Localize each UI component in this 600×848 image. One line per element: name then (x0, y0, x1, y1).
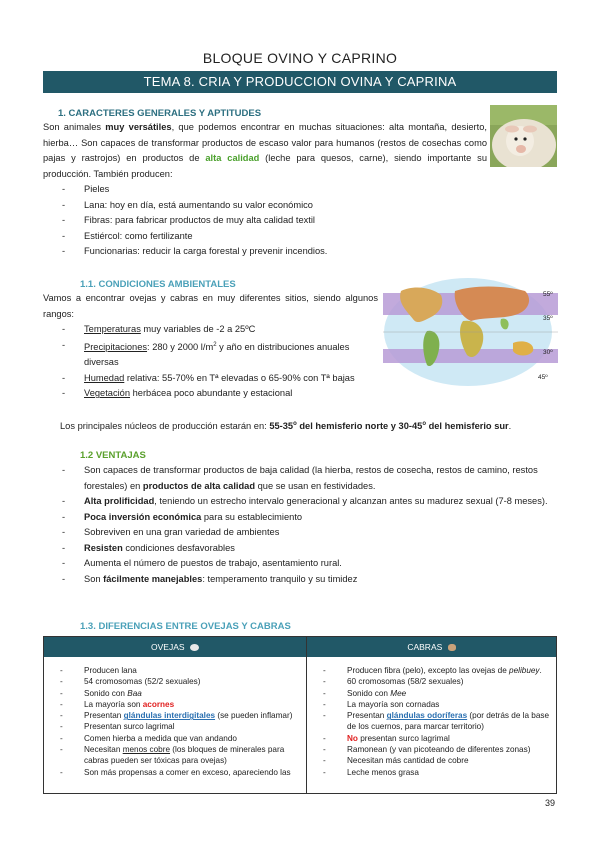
list-item: - Presentan glándulas odoríferas (por detrás de la base de los cuernos, para marcar territorio) (323, 711, 550, 732)
list-item: - Alta prolificidad, teniendo un estrecho intervalo generacional y alcanzan antes su madurez sexual (7-8 meses). (62, 496, 548, 506)
section11-list (62, 322, 382, 402)
list-item: - La mayoría son cornadas (323, 699, 440, 709)
tema-title-bar: TEMA 8. CRIA Y PRODUCCION OVINA Y CAPRINA (43, 71, 557, 93)
list-item: - Funcionarias: reducir la carga forestal y prevenir incendios. (62, 246, 328, 256)
sheep-photo (490, 105, 557, 167)
nucleos-paragraph: Los principales núcleos de producción estarán en: 55-35$^o$ del hemisferio norte y 30-45$^o$ del hemisferio sur. (60, 421, 512, 432)
block-title: BLOQUE OVINO Y CAPRINO (202, 50, 398, 66)
map-label-35: 35º (543, 315, 553, 322)
list-item: - Ramonean (y van picoteando de diferentes zonas) (323, 745, 531, 755)
list-item: - Aumenta el número de puestos de trabajo, asentamiento rural. (62, 558, 342, 568)
list-item: - Producen fibra (pelo), excepto las ovejas de pelibuey. (323, 666, 542, 675)
list-item: - La mayoría son acornes (60, 699, 175, 709)
list-item: - Vegetación herbácea poco abundante y estacional (62, 388, 293, 399)
map-label-30: 30º (543, 349, 553, 356)
list-item: - Presentan glándulas interdigitales (se pueden inflamar) (60, 711, 293, 721)
list-item: - Necesitan menos cobre (los bloques de minerales para cabras pueden ser tóxicas para ovejas) (60, 745, 285, 766)
list-item: - Temperaturas muy variables de -2 a 25ºC (62, 324, 256, 334)
cabras-header: CABRAS (307, 637, 556, 657)
goat-icon (448, 644, 456, 651)
ovejas-header: OVEJAS (44, 637, 306, 657)
section1-list (62, 182, 502, 260)
ovejas-list (60, 665, 300, 778)
map-label-45: 45º (538, 374, 548, 381)
list-item: - Lana: hoy en día, está aumentando su valor económico (62, 199, 313, 210)
list-item: - Pieles (62, 184, 110, 194)
list-item: - Precipitaciones: 280 y 2000 $l/m^2$ y año en distribuciones anuales diversas (62, 339, 350, 368)
list-item: - Humedad relativa: 55-70% en Tª elevadas o 65-90% con Tª bajas (62, 372, 355, 383)
list-item: - Sobreviven en una gran variedad de ambientes (62, 527, 280, 537)
list-item: - Son fácilmente manejables: temperamento tranquilo y su timidez (62, 573, 358, 584)
list-item: - Resisten condiciones desfavorables (62, 542, 235, 553)
list-item: - 54 cromosomas (52/2 sexuales) (60, 677, 201, 687)
comparison-table (43, 636, 557, 794)
section11-intro: Vamos a encontrar ovejas y cabras en muy diferentes sitios, siendo algunos rangos: (43, 293, 378, 319)
section13-heading: 1.3. DIFERENCIAS ENTRE OVEJAS Y CABRAS (80, 621, 291, 632)
list-item: - Estiércol: como fertilizante (62, 230, 193, 241)
world-map (383, 277, 558, 387)
list-item: - 60 cromosomas (58/2 sexuales) (323, 677, 464, 687)
list-item: - Presentan surco lagrimal (60, 722, 175, 732)
section11-heading: 1.1. CONDICIONES AMBIENTALES (80, 279, 236, 290)
section12-list (62, 463, 557, 587)
list-item: - Producen lana (60, 666, 137, 675)
list-item: - Leche menos grasa (323, 767, 419, 777)
list-item: - No presentan surco lagrimal (323, 733, 450, 743)
list-item: - Comen hierba a medida que van andando (60, 733, 237, 743)
list-item: - Fibras: para fabricar productos de muy alta calidad textil (62, 215, 315, 225)
section1-paragraph: Son animales muy versátiles, que podemos encontrar en muchas situaciones: alta montaña, desierto, hierba… Son capaces de transformar productos de escaso valor para humanos (restos de cosechas como pajas y rastrojos) en productos de alta calidad (leche para quesos, carne), siendo importante su producción. También producen: (43, 122, 487, 179)
sheep-icon (190, 644, 199, 651)
list-item: - Son capaces de transformar productos de baja calidad (la hierba, restos de cosecha, restos de camino, restos forestales) en productos de alta calidad que se usan en festividades. (62, 465, 538, 491)
list-item: - Sonido con Baa (60, 688, 142, 698)
list-item: - Necesitan más cantidad de cobre (323, 756, 469, 766)
list-item: - Sonido con Mee (323, 688, 407, 698)
section12-heading: 1.2 VENTAJAS (80, 450, 146, 461)
list-item: - Son más propensas a comer en exceso, apareciendo las (60, 767, 291, 777)
section1-heading: 1. CARACTERES GENERALES Y APTITUDES (58, 108, 262, 119)
map-label-55: 55º (543, 291, 553, 298)
column-divider (306, 637, 307, 793)
page-number: 39 (545, 798, 556, 808)
list-item: - Poca inversión económica para su establecimiento (62, 511, 303, 522)
cabras-list (323, 665, 551, 778)
